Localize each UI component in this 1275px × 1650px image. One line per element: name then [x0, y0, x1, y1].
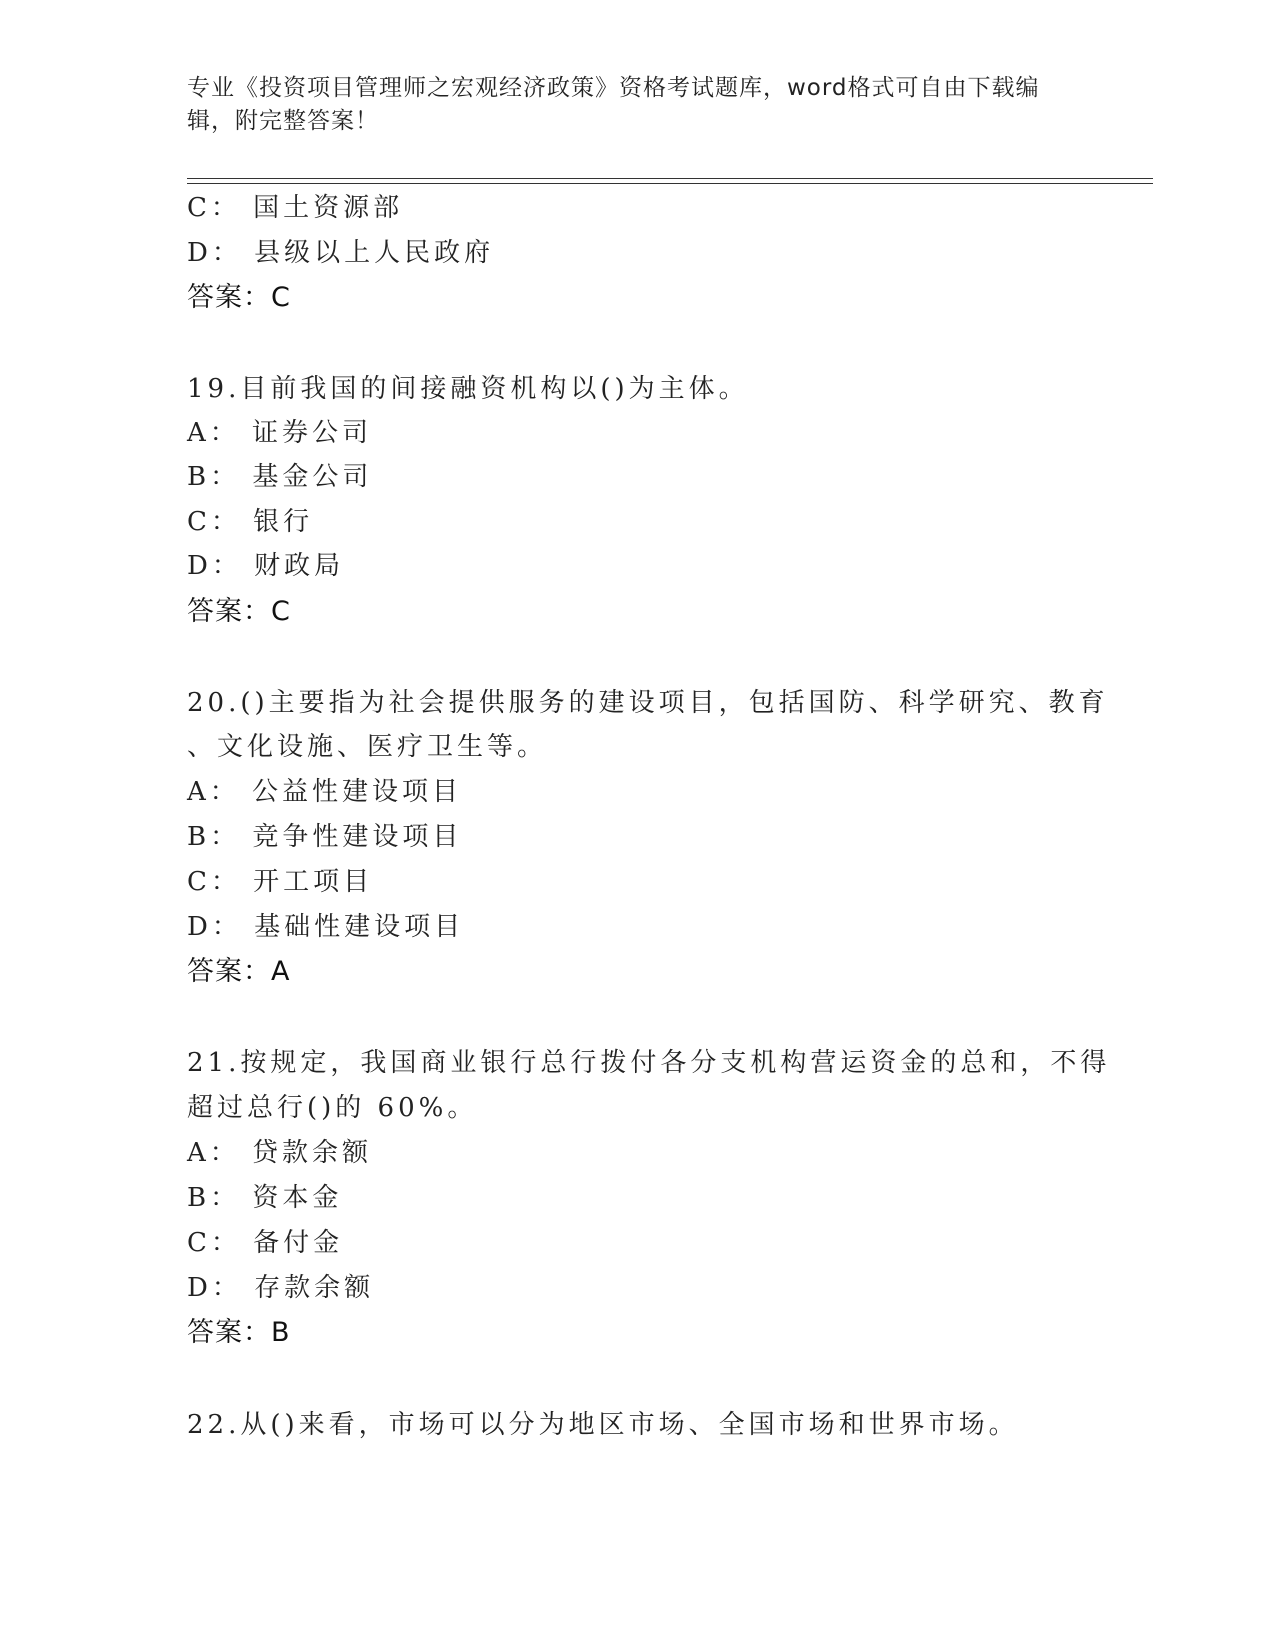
option-d: D： 基础性建设项目 [187, 912, 465, 942]
question-stem: 19.目前我国的间接融资机构以()为主体。 [187, 374, 749, 404]
answer-line: 答案：C [187, 282, 291, 313]
answer-line: 答案：A [187, 956, 291, 987]
option-b: B： 竞争性建设项目 [187, 822, 463, 852]
document-header [187, 72, 1067, 138]
question-stem: 21.按规定，我国商业银行总行拨付各分支机构营运资金的总和，不得 [187, 1048, 1111, 1078]
option-d: D： 县级以上人民政府 [187, 238, 495, 268]
option-c: C： 银行 [187, 507, 314, 537]
header-divider-bottom [187, 183, 1153, 184]
header-line-2: 辑，附完整答案！ [187, 108, 379, 134]
option-c: C： 国土资源部 [187, 193, 404, 223]
header-line-1: 专业《投资项目管理师之宏观经济政策》资格考试题库，word格式可自由下载编 [187, 75, 1040, 101]
option-a: A： 公益性建设项目 [187, 777, 463, 807]
question-stem: 22.从()来看，市场可以分为地区市场、全国市场和世界市场。 [187, 1410, 1019, 1440]
option-c: C： 开工项目 [187, 867, 374, 897]
question-stem: 20.()主要指为社会提供服务的建设项目，包括国防、科学研究、教育 [187, 688, 1109, 718]
option-a: A： 贷款余额 [187, 1138, 373, 1168]
answer-line: 答案：C [187, 596, 291, 627]
option-a: A： 证券公司 [187, 418, 373, 448]
answer-line: 答案：B [187, 1317, 291, 1348]
header-divider-top [187, 178, 1153, 179]
option-b: B： 基金公司 [187, 462, 373, 492]
question-stem-continued: 超过总行()的 60%。 [187, 1093, 478, 1123]
question-stem-continued: 、文化设施、医疗卫生等。 [187, 732, 548, 762]
option-d: D： 存款余额 [187, 1273, 375, 1303]
option-c: C： 备付金 [187, 1228, 344, 1258]
option-d: D： 财政局 [187, 551, 345, 581]
option-b: B： 资本金 [187, 1183, 343, 1213]
